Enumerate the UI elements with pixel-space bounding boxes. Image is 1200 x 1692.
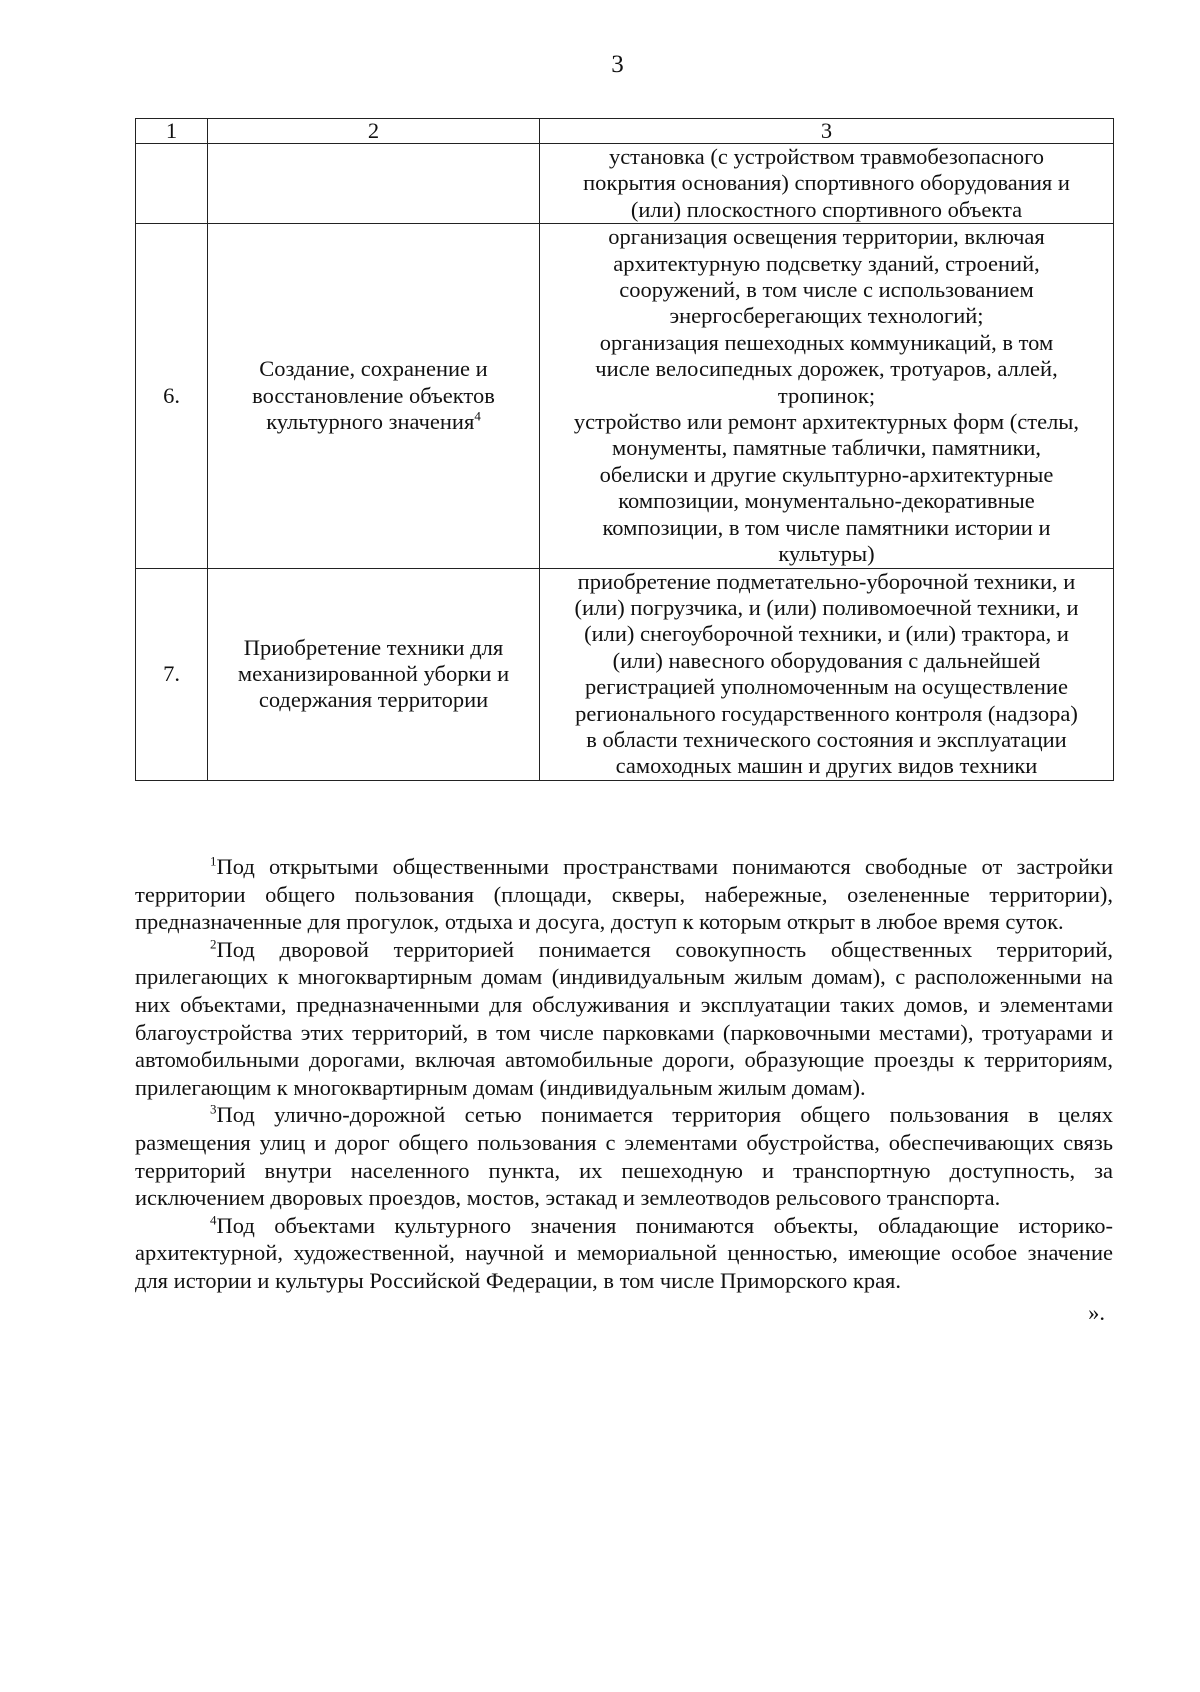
details-line: культуры) [778, 541, 875, 567]
row-number-cell: 6. [136, 224, 208, 568]
row-name-cell [208, 568, 540, 780]
details-line: энергосберегающих технологий; [669, 303, 984, 329]
row-name-cell [208, 224, 540, 568]
details-line: композиции, монументально-декоративные [618, 488, 1035, 514]
row-number-cell [136, 144, 208, 224]
details-line: установка (с устройством травмобезопасного [608, 144, 1045, 169]
footnote-text: Под дворовой территорией понимается совокупность общественных территорий, прилегающих к многоквартирным домам (индивидуальным жилым домам), с расположенными на них объектами, предназначенными для обслуживания и эксплуатации таких домов, и элементами благоустройства этих территорий, в том числе парковками (парковочными местами), тротуарами и автомобильными дорогами, включая автомобильные дороги, образующие проезды к территориям, прилегающим к многоквартирным домам (индивидуальным жилым домам). [135, 936, 1113, 1100]
details-line: композиции, в том числе памятники истории и [602, 514, 1051, 540]
details-line: (или) навесного оборудования с дальнейшей [612, 647, 1041, 673]
name-line: Приобретение техники для [243, 634, 504, 660]
footnote-text: Под объектами культурного значения понимаются объекты, обладающие историко-архитектурной, художественной, научной и мемориальной ценностью, имеющие особое значение для истории и культуры Российской Федерации, в том числе Приморского края. [135, 1212, 1113, 1293]
name-line: механизированной уборки и [237, 660, 510, 686]
footnote-text: Под открытыми общественными пространствами понимаются свободные от застройки территории общего пользования (площади, скверы, набережные, озелененные территории), предназначенные для прогулок, отдыха и досуга, доступ к которым открыт в любое время суток. [135, 854, 1113, 935]
closing-quote-mark: ». [1088, 1299, 1105, 1325]
details-line: покрытия основания) спортивного оборудования и [583, 170, 1070, 196]
row-details-cell [540, 224, 1114, 568]
column-header-details: 3 [540, 119, 1114, 144]
row-number-cell: 7. [136, 568, 208, 780]
name-line: Создание, сохранение и [259, 356, 488, 382]
details-line: архитектурную подсветку зданий, строений, [613, 250, 1040, 276]
details-line: организация освещения территории, включая [608, 224, 1045, 250]
footnotes-section [135, 853, 1113, 1326]
details-line: регионального государственного контроля (надзора) [575, 700, 1078, 726]
row-details-cell [540, 144, 1114, 224]
details-line: тропинок; [777, 382, 876, 408]
footnote-1 [135, 853, 1113, 936]
name-line: восстановление объектов [252, 382, 495, 408]
footnote-4 [135, 1212, 1113, 1295]
details-line: (или) погрузчика, и (или) поливомоечной техники, и [574, 594, 1079, 620]
row-details-cell [540, 568, 1114, 780]
footnote-text: Под улично-дорожной сетью понимается территория общего пользования в целях размещения улиц и дорог общего пользования с элементами обустройства, обеспечивающих связь территорий внутри населенного пункта, их пешеходную и транспортную доступность, за исключением дворовых проездов, мостов, эстакад и землеотводов рельсового транспорта. [135, 1102, 1113, 1211]
page-number: 3 [611, 51, 624, 78]
details-line: приобретение подметательно-уборочной техники, и [577, 568, 1076, 594]
footnote-marker: 1 [210, 853, 217, 869]
details-line: регистрацией уполномоченным на осуществление [585, 674, 1068, 700]
table-row [136, 144, 1114, 224]
details-line: в области технического состояния и эксплуатации [586, 726, 1067, 752]
details-line: устройство или ремонт архитектурных форм (стелы, [573, 409, 1080, 435]
details-line: числе велосипедных дорожек, тротуаров, аллей, [595, 356, 1058, 382]
footnote-2 [135, 936, 1113, 1102]
name-line: культурного значения [266, 409, 475, 435]
details-line: самоходных машин и других видов техники [615, 753, 1038, 779]
column-header-number: 1 [136, 119, 208, 144]
details-line: (или) плоскостного спортивного объекта [630, 196, 1023, 222]
name-line-with-footnote [212, 409, 535, 435]
table-row [136, 224, 1114, 568]
details-line: организация пешеходных коммуникаций, в том [599, 329, 1054, 355]
column-header-name: 2 [208, 119, 540, 144]
details-line: монументы, памятные таблички, памятники, [611, 435, 1042, 461]
table-row [136, 568, 1114, 780]
footnote-marker: 2 [210, 936, 217, 952]
footnote-marker: 4 [474, 408, 481, 424]
table-header-row [136, 119, 1114, 144]
footnote-3 [135, 1101, 1113, 1211]
measures-table [135, 118, 1114, 781]
details-line: обелиски и другие скульптурно-архитектурные [599, 461, 1054, 487]
details-line: (или) снегоуборочной техники, и (или) трактора, и [584, 621, 1069, 647]
row-name-cell [208, 144, 540, 224]
name-line: содержания территории [258, 687, 489, 713]
footnote-marker: 4 [210, 1212, 217, 1228]
details-line: сооружений, в том числе с использованием [619, 277, 1034, 303]
footnote-marker: 3 [210, 1101, 217, 1117]
